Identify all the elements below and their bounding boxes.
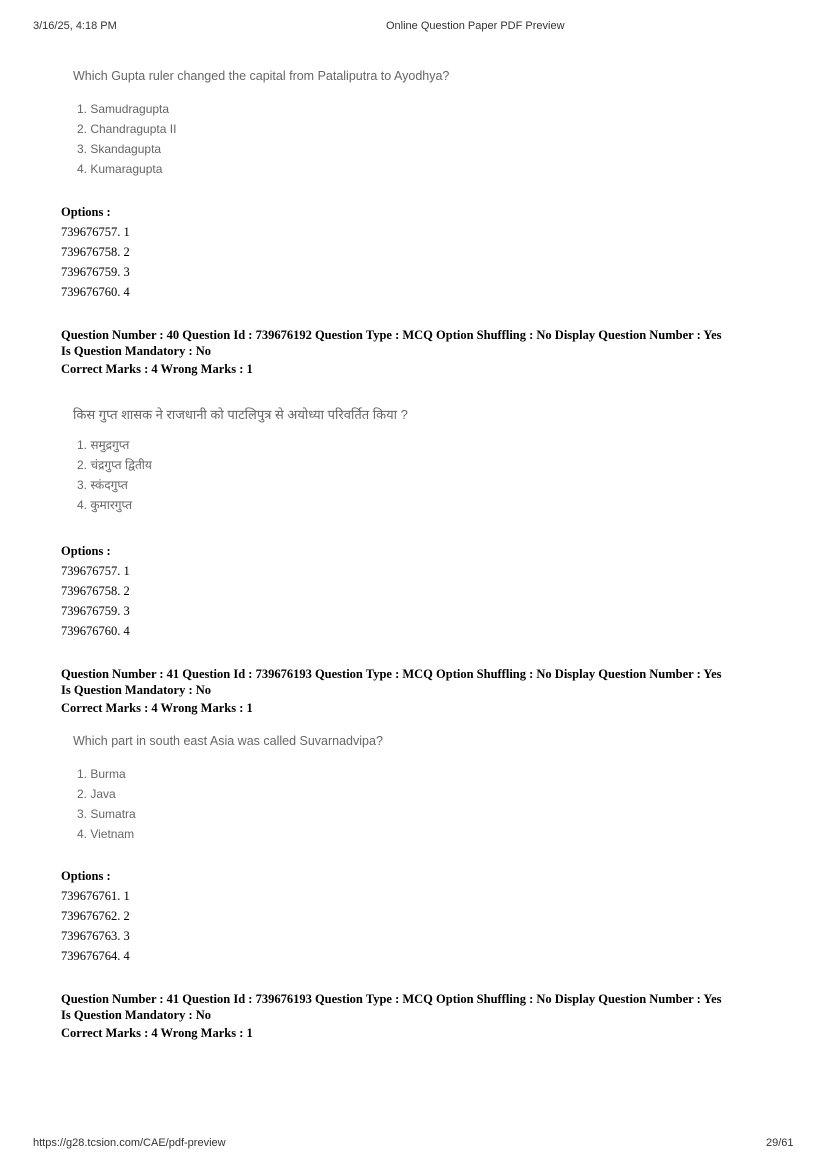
option-id: 739676761. 1 xyxy=(61,889,130,903)
choice-item: 2. चंद्रगुप्त द्वितीय xyxy=(77,458,152,472)
question-meta xyxy=(61,327,781,377)
options-heading: Options : xyxy=(61,205,111,219)
option-id: 739676759. 3 xyxy=(61,265,130,279)
option-id: 739676757. 1 xyxy=(61,564,130,578)
question-text: Which Gupta ruler changed the capital from Pataliputra to Ayodhya? xyxy=(73,69,450,83)
page-number: 29/61 xyxy=(766,1137,794,1149)
options-heading: Options : xyxy=(61,869,111,883)
question-meta xyxy=(61,666,781,716)
choice-item: 4. कुमारगुप्त xyxy=(77,498,133,512)
options-heading: Options : xyxy=(61,544,111,558)
mandatory-line: Is Question Mandatory : No xyxy=(61,1008,212,1022)
print-datetime: 3/16/25, 4:18 PM xyxy=(33,20,117,32)
option-id: 739676757. 1 xyxy=(61,225,130,239)
question-meta-line: Question Number : 41 Question Id : 739676193 Question Type : MCQ Option Shuffling : No Display Question Number : Yes xyxy=(61,667,722,681)
option-id: 739676764. 4 xyxy=(61,949,130,963)
choice-item: 2. Java xyxy=(77,787,116,801)
print-url: https://g28.tcsion.com/CAE/pdf-preview xyxy=(33,1137,226,1149)
marks-line: Correct Marks : 4 Wrong Marks : 1 xyxy=(61,701,253,715)
options-list xyxy=(61,867,130,966)
choice-item: 3. Skandagupta xyxy=(77,142,162,156)
marks-line: Correct Marks : 4 Wrong Marks : 1 xyxy=(61,362,253,376)
choice-item: 1. Samudragupta xyxy=(77,102,170,116)
option-id: 739676762. 2 xyxy=(61,909,130,923)
question-image xyxy=(73,734,383,844)
mandatory-line: Is Question Mandatory : No xyxy=(61,344,212,358)
choice-item: 4. Kumaragupta xyxy=(77,162,163,176)
options-list xyxy=(61,203,130,302)
question-meta-line: Question Number : 41 Question Id : 739676193 Question Type : MCQ Option Shuffling : No Display Question Number : Yes xyxy=(61,992,722,1006)
choice-item: 4. Vietnam xyxy=(77,827,135,841)
mandatory-line: Is Question Mandatory : No xyxy=(61,683,212,697)
question-image xyxy=(73,405,408,515)
print-title: Online Question Paper PDF Preview xyxy=(386,20,565,32)
question-text: किस गुप्त शासक ने राजधानी को पाटलिपुत्र से अयोध्या परिवर्तित किया ? xyxy=(73,407,408,422)
option-id: 739676758. 2 xyxy=(61,245,130,259)
choice-item: 1. समुद्रगुप्त xyxy=(77,438,130,452)
choice-item: 3. स्कंदगुप्त xyxy=(77,478,128,492)
question-meta xyxy=(61,991,781,1041)
option-id: 739676758. 2 xyxy=(61,584,130,598)
option-id: 739676760. 4 xyxy=(61,624,130,638)
option-id: 739676759. 3 xyxy=(61,604,130,618)
question-text: Which part in south east Asia was called Suvarnadvipa? xyxy=(73,734,383,748)
options-list xyxy=(61,542,130,641)
choice-item: 2. Chandragupta II xyxy=(77,122,177,136)
question-image xyxy=(73,69,449,179)
marks-line: Correct Marks : 4 Wrong Marks : 1 xyxy=(61,1026,253,1040)
choice-item: 3. Sumatra xyxy=(77,807,136,821)
choice-item: 1. Burma xyxy=(77,767,126,781)
option-id: 739676763. 3 xyxy=(61,929,130,943)
question-meta-line: Question Number : 40 Question Id : 739676192 Question Type : MCQ Option Shuffling : No Display Question Number : Yes xyxy=(61,328,722,342)
option-id: 739676760. 4 xyxy=(61,285,130,299)
